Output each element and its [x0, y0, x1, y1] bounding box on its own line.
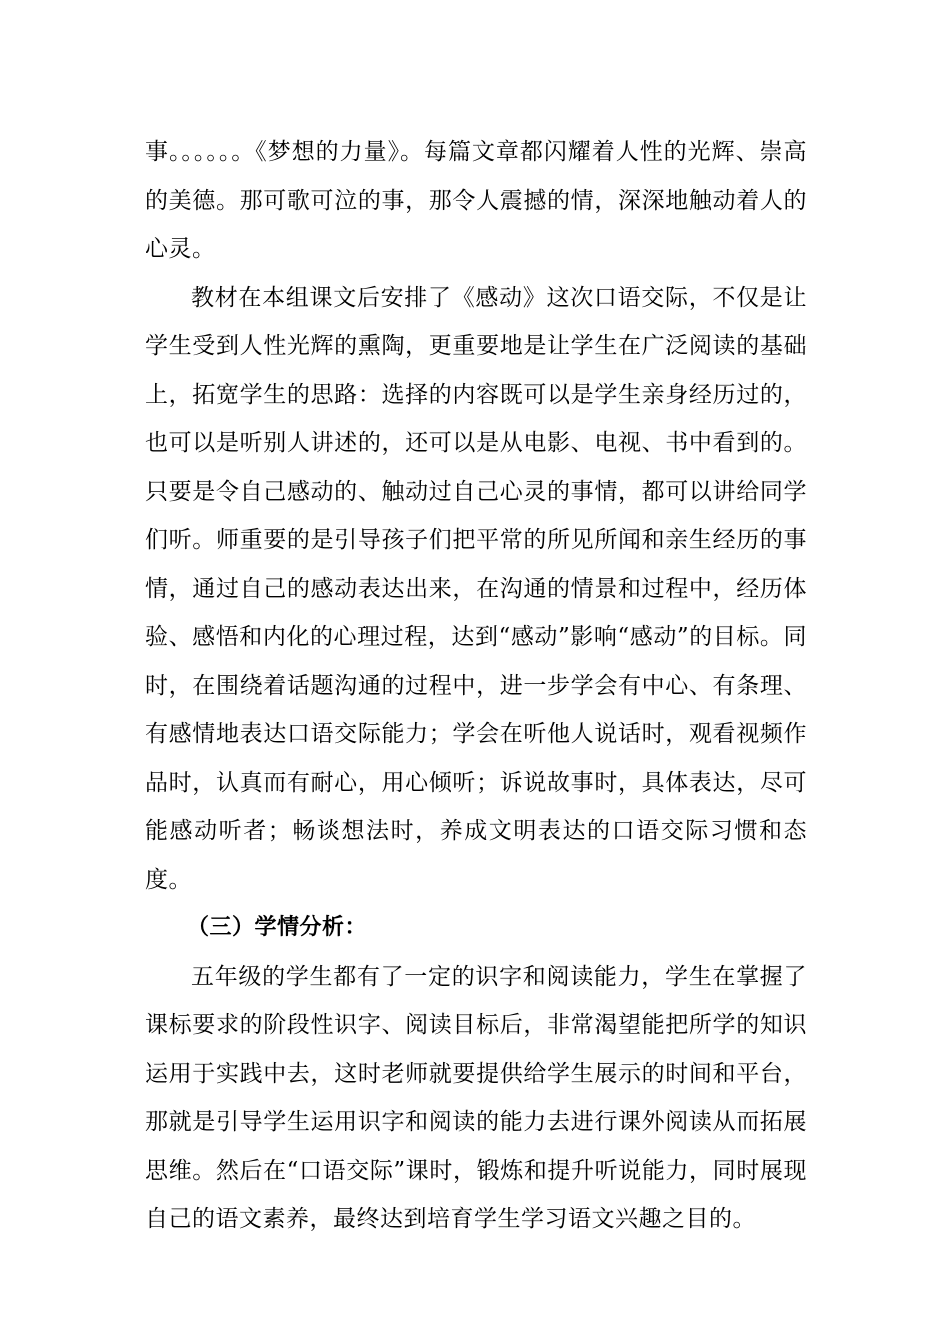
paragraph-textbook-analysis: 教材在本组课文后安排了《感动》这次口语交际，不仅是让学生受到人性光辉的熏陶，更重要地是让学生在广泛阅读的基础上，拓宽学生的思路：选择的内容既可以是学生亲身经历过的，也可以是听别人讲述的，还可以是从电影、电视、书中看到的。只要是令自己感动的、触动过自己心灵的事情，都可以讲给同学们听。师重要的是引导孩子们把平常的所见所闻和亲生经历的事情，通过自己的感动表达出来，在沟通的情景和过程中，经历体验、感悟和内化的心理过程，达到“感动”影响“感动”的目标。同时，在围绕着话题沟通的过程中，进一步学会有中心、有条理、有感情地表达口语交际能力；学会在听他人说话时，观看视频作品时，认真而有耐心，用心倾听；诉说故事时，具体表达，尽可能感动听者；畅谈想法时，养成文明表达的口语交际习惯和态度。 [145, 284, 807, 893]
paragraph-continuation: 事。。。。。。《梦想的力量》。每篇文章都闪耀着人性的光辉、崇高的美德。那可歌可泣的事，那令人震撼的情，深深地触动着人的心灵。 [145, 139, 807, 262]
document-page [145, 128, 807, 1244]
section-heading-student-analysis: （三）学情分析： [187, 915, 368, 940]
paragraph-student-analysis: 五年级的学生都有了一定的识字和阅读能力，学生在掌握了课标要求的阶段性识字、阅读目标后，非常渴望能把所学的知识运用于实践中去，这时老师就要提供给学生展示的时间和平台，那就是引导学生运用识字和阅读的能力去进行课外阅读从而拓展思维。然后在“口语交际”课时，锻炼和提升听说能力，同时展现自己的语文素养，最终达到培育学生学习语文兴趣之目的。 [145, 963, 807, 1232]
